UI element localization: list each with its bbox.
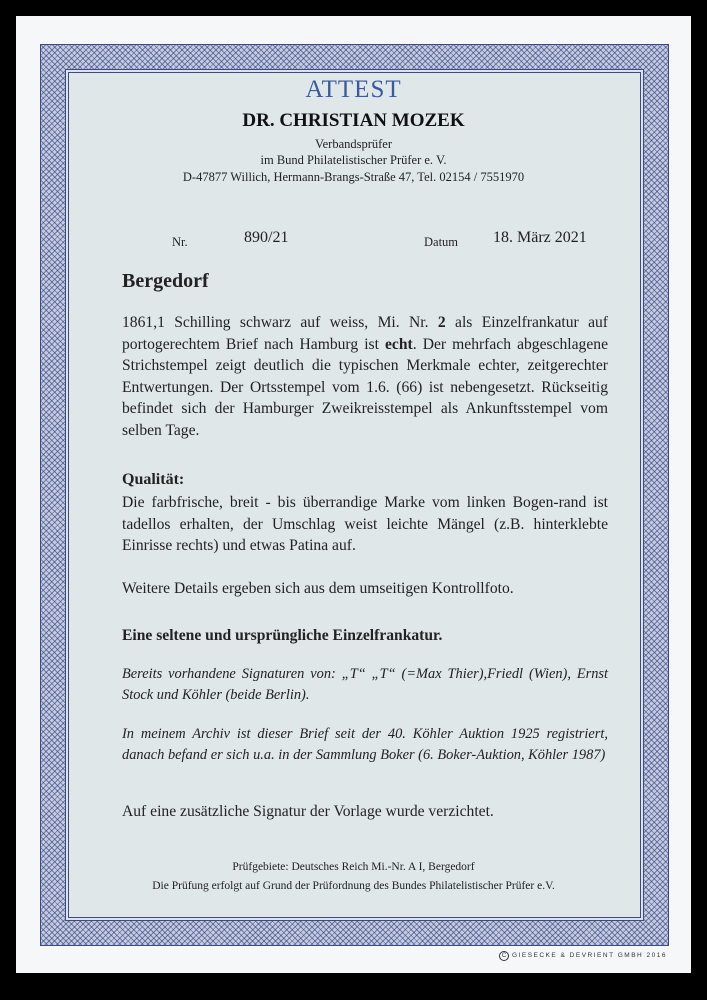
summary-statement: Eine seltene und ursprüngliche Einzelfrankatur. [122,627,443,644]
datum-value: 18. März 2021 [493,229,587,246]
subject-heading: Bergedorf [122,270,209,292]
nr-label: Nr. [172,235,188,249]
nr-value: 890/21 [244,229,289,246]
printer-copyright [499,951,667,961]
certificate-title: ATTEST [305,76,402,103]
description-text-2: als Einzelfrankatur auf portogerechtem Brief nach Hamburg ist [122,314,608,353]
examination-areas: Prüfgebiete: Deutsches Reich Mi.-Nr. A I, Bergedorf [232,861,475,873]
description-paragraph [122,312,608,442]
examiner-role: Verbandsprüfer [314,137,393,151]
quality-paragraph: Die farbfrische, breit - bis überrandige Marke vom linken Bogen-rand ist tadellos erhalten, der Umschlag weist leichte Mängel (z.B. hinterklebte Einrisse rechts) und etwas Patina auf. [122,494,608,555]
signature-waiver: Auf eine zusätzliche Signatur der Vorlage wurde verzichtet. [122,803,494,820]
signatures-note: Bereits vorhandene Signaturen von: „T“ „T“ (=Max Thier),Friedl (Wien), Ernst Stock und Köhler (beide Berlin). [122,666,608,703]
catalog-number: 2 [437,314,446,331]
quality-heading: Qualität: [122,471,185,488]
copyright-text: GIESECKE & DEVRIENT GMBH 2016 [512,952,667,959]
description-text-1: 1861,1 Schilling schwarz auf weiss, Mi. Nr. [122,314,438,331]
examination-regulation: Die Prüfung erfolgt auf Grund der Prüfordnung des Bundes Philatelistischer Prüfer e.V. [152,880,555,892]
details-note: Weitere Details ergeben sich aus dem umseitigen Kontrollfoto. [122,580,514,597]
genuine-verdict: echt [385,335,413,353]
archive-note: In meinem Archiv ist dieser Brief seit der 40. Köhler Auktion 1925 registriert, danach befand er sich u.a. in der Sammlung Boker (6. Boker-Auktion, Köhler 1987) [122,726,608,763]
examiner-name: DR. CHRISTIAN MOZEK [242,110,465,131]
examiner-association: im Bund Philatelistischer Prüfer e. V. [260,153,447,167]
datum-label: Datum [424,235,459,249]
copyright-icon: C [499,951,509,961]
description-text-3: . Der mehrfach abgeschlagene Strichstempel zeigt deutlich die typischen Merkmale echter, zeitgerechter Entwertungen. Der Ortsstempel vom 1.6. (66) ist nebengesetzt. Rückseitig befindet sich der Hamburger Zweikreisstempel als Ankunftsstempel vom selben Tage. [122,335,608,439]
examiner-address: D-47877 Willich, Hermann-Brangs-Straße 47, Tel. 02154 / 7551970 [182,170,525,184]
